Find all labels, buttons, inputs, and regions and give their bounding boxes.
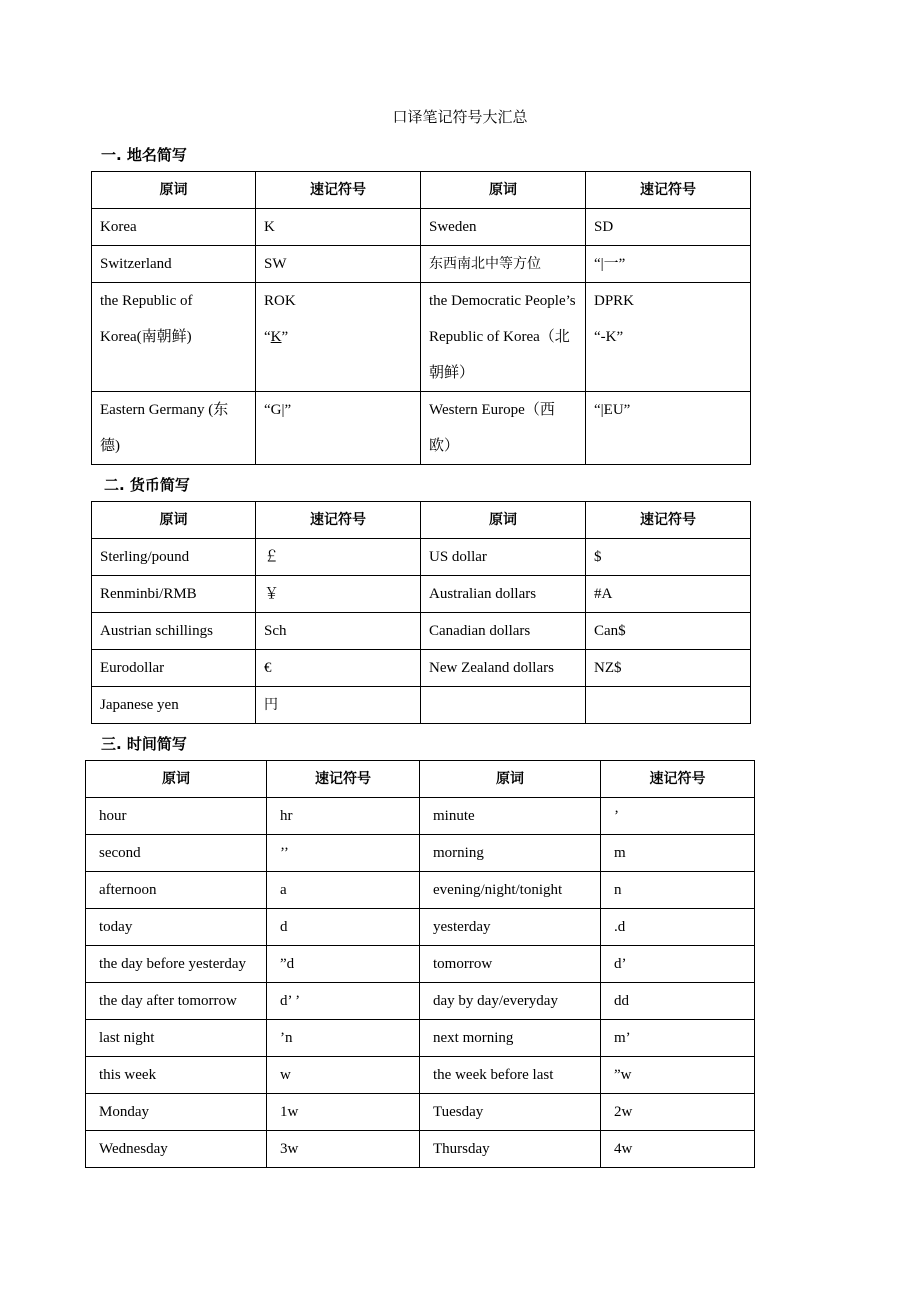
table-cell: .d — [601, 909, 755, 946]
table-cell: ”w — [601, 1057, 755, 1094]
table-cell: Sch — [256, 613, 421, 650]
table-cell: the Republic of Korea(南朝鲜) — [92, 283, 256, 392]
table-cell: Thursday — [420, 1131, 601, 1168]
symbol-line — [264, 319, 412, 355]
underlined-k: K — [270, 329, 282, 345]
table-cell: afternoon — [86, 872, 267, 909]
header-cell: 速记符号 — [256, 502, 421, 539]
table-row — [86, 1131, 755, 1168]
table-cell: Western Europe（西欧） — [421, 392, 586, 465]
table-cell: the Democratic People’s Republic of Korea（北朝鲜） — [421, 283, 586, 392]
currency-table — [91, 501, 751, 724]
table-cell: Japanese yen — [92, 687, 256, 724]
table-row — [92, 209, 751, 246]
table-row — [92, 576, 751, 613]
header-cell: 原词 — [421, 172, 586, 209]
table-cell: d — [267, 909, 420, 946]
section-heading-currency: 二. 货币简写 — [104, 476, 190, 494]
table-row — [86, 798, 755, 835]
table-cell: “|EU” — [586, 392, 751, 465]
table-cell: next morning — [420, 1020, 601, 1057]
table-cell: morning — [420, 835, 601, 872]
table-cell: ’n — [267, 1020, 420, 1057]
table-cell: yesterday — [420, 909, 601, 946]
table-cell: Eurodollar — [92, 650, 256, 687]
table-cell: 円 — [256, 687, 421, 724]
table-cell: day by day/everyday — [420, 983, 601, 1020]
table-row — [86, 946, 755, 983]
table-row — [86, 872, 755, 909]
symbol-line: “-K” — [594, 329, 624, 345]
header-cell: 原词 — [92, 502, 256, 539]
table-cell: Canadian dollars — [421, 613, 586, 650]
table-cell — [421, 687, 586, 724]
table-cell: hour — [86, 798, 267, 835]
table-cell: minute — [420, 798, 601, 835]
table-cell: € — [256, 650, 421, 687]
quote-close: ” — [281, 329, 289, 345]
table-cell: 1w — [267, 1094, 420, 1131]
table-cell: SW — [256, 246, 421, 283]
table-row — [92, 539, 751, 576]
table-cell: second — [86, 835, 267, 872]
table-cell: ￥ — [256, 576, 421, 613]
table-cell: $ — [586, 539, 751, 576]
table-cell — [586, 283, 751, 392]
table-row — [86, 835, 755, 872]
table-cell: ’ — [601, 798, 755, 835]
table-cell: “G|” — [256, 392, 421, 465]
table-cell: evening/night/tonight — [420, 872, 601, 909]
time-table — [85, 760, 755, 1168]
table-cell: the day after tomorrow — [86, 983, 267, 1020]
table-cell: NZ$ — [586, 650, 751, 687]
table-row — [92, 613, 751, 650]
header-cell: 速记符号 — [256, 172, 421, 209]
table-cell: Monday — [86, 1094, 267, 1131]
table-cell: m — [601, 835, 755, 872]
table-cell: Eastern Germany (东德) — [92, 392, 256, 465]
table-cell: ”d — [267, 946, 420, 983]
section-heading-time: 三. 时间简写 — [101, 735, 187, 753]
symbol-line: DPRK — [594, 293, 635, 309]
quote-open: “ — [264, 329, 271, 345]
table-cell: New Zealand dollars — [421, 650, 586, 687]
table-row — [92, 246, 751, 283]
table-cell: Sweden — [421, 209, 586, 246]
table-row — [86, 1057, 755, 1094]
table-cell: n — [601, 872, 755, 909]
table-header-row — [86, 761, 755, 798]
table-cell: Korea — [92, 209, 256, 246]
table-cell: ’’ — [267, 835, 420, 872]
header-cell: 原词 — [92, 172, 256, 209]
table-row — [92, 650, 751, 687]
table-cell: today — [86, 909, 267, 946]
table-cell: hr — [267, 798, 420, 835]
header-cell: 原词 — [421, 502, 586, 539]
table-cell: the week before last — [420, 1057, 601, 1094]
header-cell: 速记符号 — [586, 502, 751, 539]
table-cell: ￡ — [256, 539, 421, 576]
table-cell: w — [267, 1057, 420, 1094]
page-title: 口译笔记符号大汇总 — [392, 108, 528, 126]
header-cell: 速记符号 — [586, 172, 751, 209]
table-cell: Renminbi/RMB — [92, 576, 256, 613]
header-cell: 原词 — [420, 761, 601, 798]
table-cell: “|一” — [586, 246, 751, 283]
table-cell: SD — [586, 209, 751, 246]
table-cell: Can$ — [586, 613, 751, 650]
table-cell: Switzerland — [92, 246, 256, 283]
table-cell: 2w — [601, 1094, 755, 1131]
table-cell: Tuesday — [420, 1094, 601, 1131]
table-row — [86, 983, 755, 1020]
table-cell: 东西南北中等方位 — [421, 246, 586, 283]
table-cell: m’ — [601, 1020, 755, 1057]
table-cell: d’ ’ — [267, 983, 420, 1020]
table-row — [92, 392, 751, 465]
table-row — [86, 1094, 755, 1131]
table-cell: a — [267, 872, 420, 909]
table-cell: #A — [586, 576, 751, 613]
table-cell — [586, 687, 751, 724]
table-cell: Wednesday — [86, 1131, 267, 1168]
table-cell — [256, 283, 421, 392]
table-cell: 4w — [601, 1131, 755, 1168]
places-table — [91, 171, 751, 465]
table-cell: K — [256, 209, 421, 246]
table-cell: tomorrow — [420, 946, 601, 983]
table-cell: 3w — [267, 1131, 420, 1168]
table-header-row — [92, 172, 751, 209]
table-cell: d’ — [601, 946, 755, 983]
table-header-row — [92, 502, 751, 539]
table-cell: this week — [86, 1057, 267, 1094]
table-cell: dd — [601, 983, 755, 1020]
table-row — [86, 909, 755, 946]
table-cell: last night — [86, 1020, 267, 1057]
table-row — [92, 687, 751, 724]
section-heading-places: 一. 地名简写 — [101, 146, 187, 164]
symbol-line: ROK — [264, 293, 296, 309]
table-cell: Sterling/pound — [92, 539, 256, 576]
table-cell: Austrian schillings — [92, 613, 256, 650]
table-cell: Australian dollars — [421, 576, 586, 613]
table-row — [86, 1020, 755, 1057]
table-row — [92, 283, 751, 392]
table-cell: US dollar — [421, 539, 586, 576]
header-cell: 速记符号 — [267, 761, 420, 798]
table-cell: the day before yesterday — [86, 946, 267, 983]
header-cell: 原词 — [86, 761, 267, 798]
header-cell: 速记符号 — [601, 761, 755, 798]
